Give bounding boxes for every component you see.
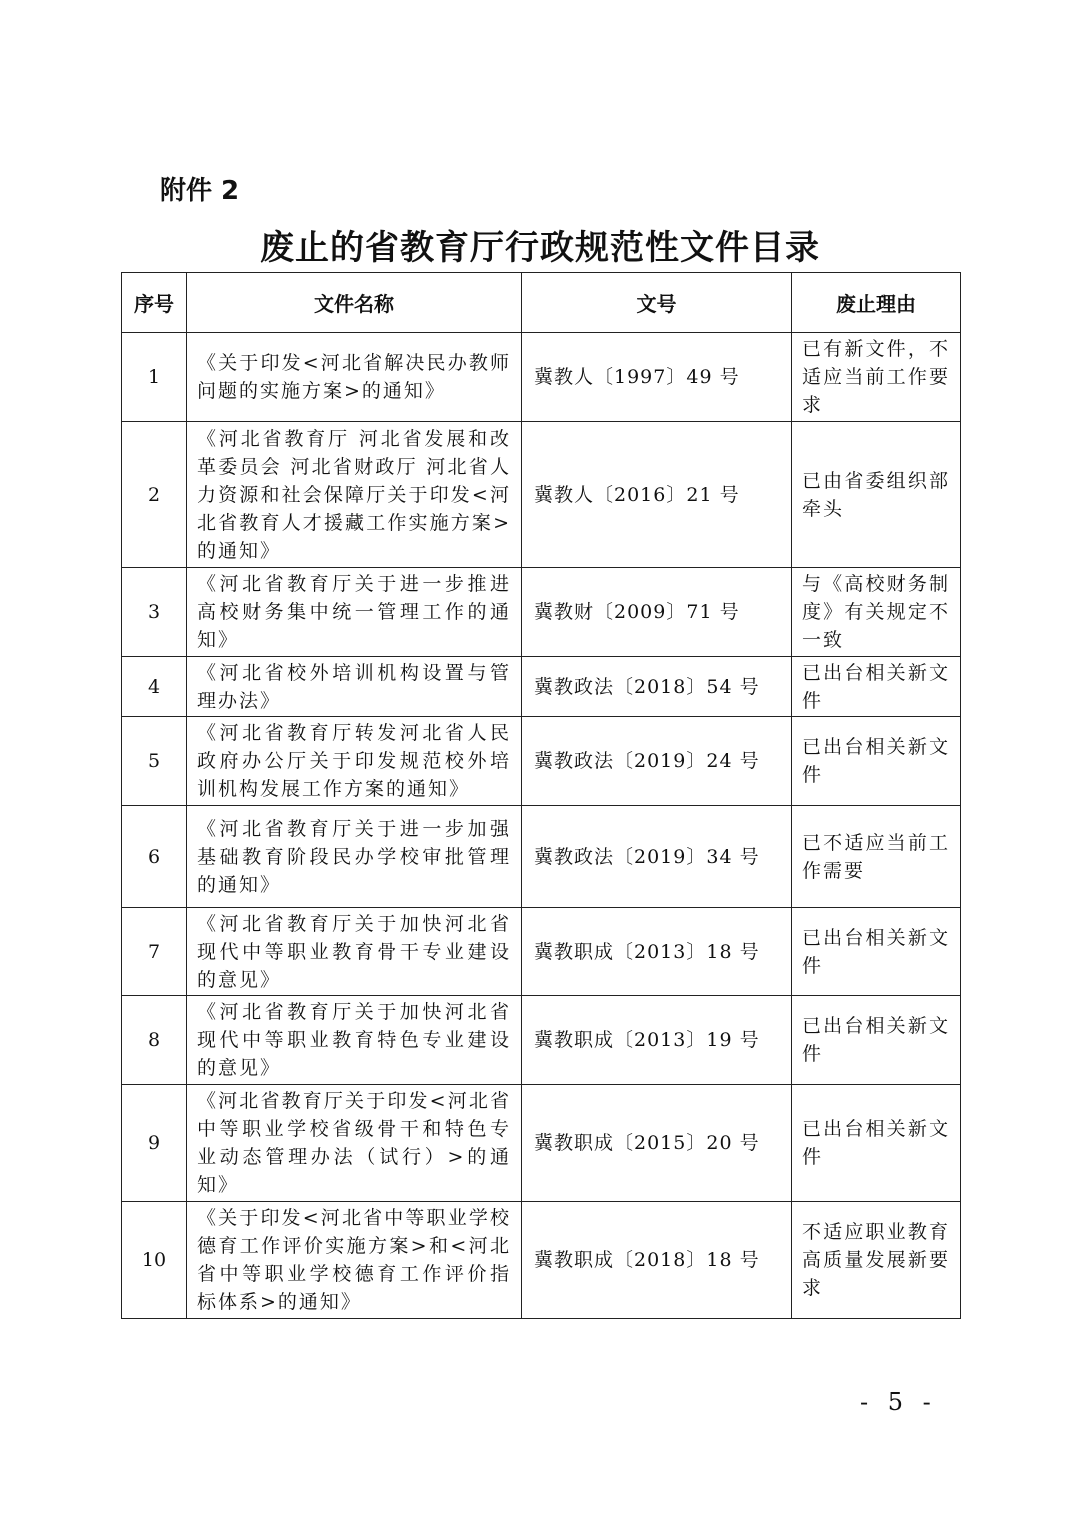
column-header-doc: 文号 [522,273,792,333]
document-number: 冀教政法〔2019〕34 号 [522,806,792,908]
document-name: 《河北省教育厅关于进一步加强基础教育阶段民办学校审批管理的通知》 [187,806,522,908]
row-number: 6 [122,806,187,908]
document-number: 冀教政法〔2019〕24 号 [522,717,792,806]
repeal-reason: 已出台相关新文件 [792,657,961,717]
table-row [122,996,961,1085]
table-row [122,657,961,717]
row-number: 4 [122,657,187,717]
document-name: 《河北省教育厅关于加快河北省现代中等职业教育特色专业建设的意见》 [187,996,522,1085]
column-header-name: 文件名称 [187,273,522,333]
row-number: 1 [122,333,187,422]
table-row [122,568,961,657]
document-number: 冀教职成〔2013〕19 号 [522,996,792,1085]
repeal-reason: 不适应职业教育高质量发展新要求 [792,1202,961,1319]
table-row [122,333,961,422]
row-number: 7 [122,908,187,996]
page-title: 废止的省教育厅行政规范性文件目录 [260,228,820,268]
document-name: 《河北省教育厅关于进一步推进高校财务集中统一管理工作的通知》 [187,568,522,657]
table-row [122,1085,961,1202]
repeal-reason: 已有新文件，不适应当前工作要求 [792,333,961,422]
table-header-row [122,273,961,333]
document-number: 冀教职成〔2015〕20 号 [522,1085,792,1202]
document-name: 《河北省教育厅转发河北省人民政府办公厅关于印发规范校外培训机构发展工作方案的通知》 [187,717,522,806]
page-number: - 5 - [860,1388,937,1416]
row-number: 5 [122,717,187,806]
row-number: 10 [122,1202,187,1319]
repeal-reason: 已出台相关新文件 [792,717,961,806]
document-name: 《河北省校外培训机构设置与管理办法》 [187,657,522,717]
column-header-no: 序号 [122,273,187,333]
table-row [122,1202,961,1319]
row-number: 8 [122,996,187,1085]
document-number: 冀教职成〔2013〕18 号 [522,908,792,996]
repeal-reason: 已由省委组织部牵头 [792,422,961,568]
document-number: 冀教政法〔2018〕54 号 [522,657,792,717]
document-name: 《河北省教育厅关于加快河北省现代中等职业教育骨干专业建设的意见》 [187,908,522,996]
row-number: 2 [122,422,187,568]
table-row [122,422,961,568]
table-row [122,717,961,806]
attachment-label: 附件 2 [160,176,240,206]
document-name: 《关于印发<河北省解决民办教师问题的实施方案>的通知》 [187,333,522,422]
row-number: 3 [122,568,187,657]
column-header-reason: 废止理由 [792,273,961,333]
table-row [122,908,961,996]
document-name: 《关于印发<河北省中等职业学校德育工作评价实施方案>和<河北省中等职业学校德育工作评价指标体系>的通知》 [187,1202,522,1319]
table-row [122,806,961,908]
document-number: 冀教财〔2009〕71 号 [522,568,792,657]
repeal-reason: 已出台相关新文件 [792,1085,961,1202]
row-number: 9 [122,1085,187,1202]
document-table [121,272,961,1319]
repeal-reason: 已不适应当前工作需要 [792,806,961,908]
document-name: 《河北省教育厅 河北省发展和改革委员会 河北省财政厅 河北省人力资源和社会保障厅关于印发<河北省教育人才援藏工作实施方案>的通知》 [187,422,522,568]
repeal-reason: 已出台相关新文件 [792,908,961,996]
document-number: 冀教人〔2016〕21 号 [522,422,792,568]
repeal-reason: 已出台相关新文件 [792,996,961,1085]
document-number: 冀教人〔1997〕49 号 [522,333,792,422]
document-name: 《河北省教育厅关于印发<河北省中等职业学校省级骨干和特色专业动态管理办法（试行）>的通知》 [187,1085,522,1202]
document-number: 冀教职成〔2018〕18 号 [522,1202,792,1319]
repeal-reason: 与《高校财务制度》有关规定不一致 [792,568,961,657]
